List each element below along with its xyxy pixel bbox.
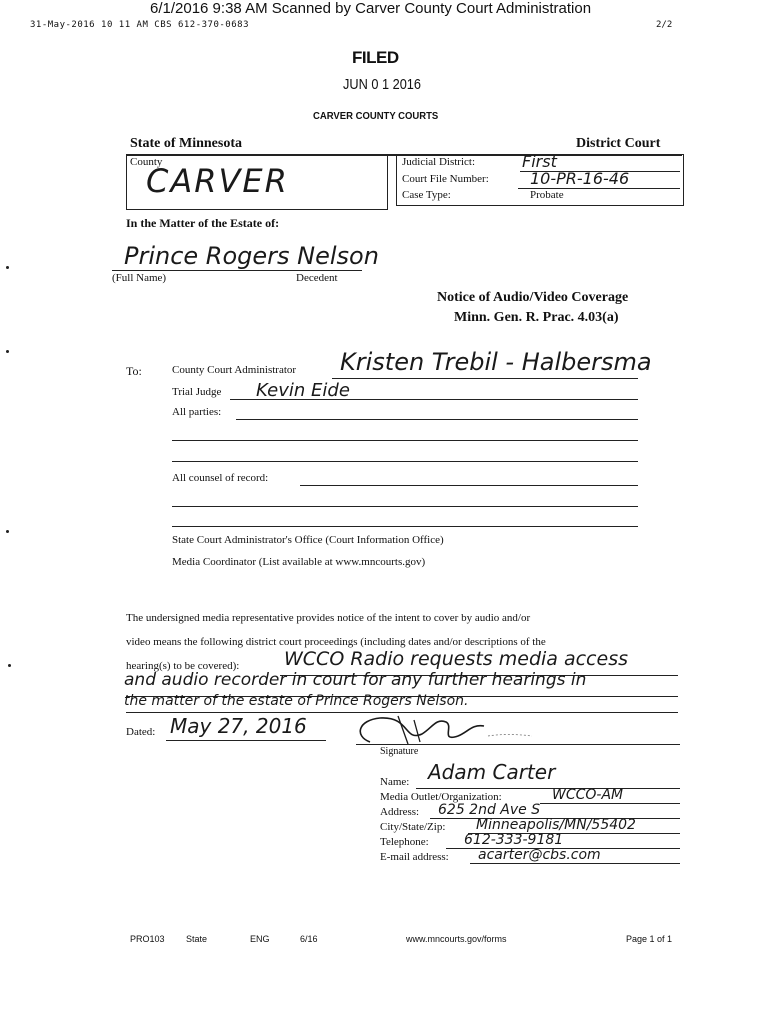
county-label: County (130, 156, 163, 168)
to-label: To: (126, 364, 142, 378)
name-value: Adam Carter (428, 760, 556, 784)
jd-value: First (522, 152, 557, 171)
footer-rev: 6/16 (300, 934, 318, 944)
fax-page: 2/2 (656, 20, 673, 30)
body-line-2: video means the following district court proceedings (including dates and/or descriptions of the (126, 636, 546, 648)
coverage-handwritten-3: the matter of the estate of Prince Rogers Nelson. (124, 693, 469, 709)
scan-header: 6/1/2016 9:38 AM Scanned by Carver County Court Administration (150, 0, 592, 17)
body-line-1: The undersigned media representative provides notice of the intent to cover by audio and/or (126, 612, 531, 624)
dated-label: Dated: (126, 726, 156, 738)
filed-date: JUN 0 1 2016 (343, 76, 421, 93)
case-value: Probate (530, 189, 564, 201)
body-line-3: hearing(s) to be covered): (126, 660, 240, 672)
coverage-handwritten-2: and audio recorder in court for any further hearings in (124, 670, 587, 690)
media-coordinator: Media Coordinator (List available at www.mncourts.gov) (172, 556, 426, 568)
fax-header: 31-May-2016 10 11 AM CBS 612-370-0683 (30, 20, 249, 30)
full-name-label: (Full Name) (112, 272, 167, 284)
filed-court: CARVER COUNTY COURTS (313, 111, 439, 122)
footer-url: www.mncourts.gov/forms (406, 934, 507, 944)
admin-value: Kristen Trebil - Halbersma (340, 348, 652, 376)
footer-lang: ENG (250, 934, 270, 944)
counsel-label: All counsel of record: (172, 472, 269, 484)
case-label: Case Type: (402, 189, 451, 201)
city-label: City/State/Zip: (380, 821, 446, 833)
dated-value: May 27, 2016 (170, 714, 307, 738)
estate-label: In the Matter of the Estate of: (126, 216, 280, 230)
judge-label: Trial Judge (172, 386, 222, 398)
telephone-label: Telephone: (380, 836, 429, 848)
form-rule: Minn. Gen. R. Prac. 4.03(a) (454, 310, 619, 325)
org-value: WCCO-AM (552, 787, 624, 803)
address-label: Address: (380, 806, 420, 818)
city-value: Minneapolis/MN/55402 (476, 817, 636, 833)
signature-mark (350, 712, 540, 748)
form-title: Notice of Audio/Video Coverage (437, 290, 629, 305)
email-label: E-mail address: (380, 851, 449, 863)
address-value: 625 2nd Ave S (438, 802, 541, 818)
telephone-value: 612-333-9181 (464, 832, 564, 848)
county-value: CARVER (146, 162, 289, 200)
file-label: Court File Number: (402, 173, 489, 185)
file-value: 10-PR-16-46 (530, 169, 630, 188)
parties-label: All parties: (172, 406, 222, 418)
admin-label: County Court Administrator (172, 364, 297, 376)
jd-label: Judicial District: (402, 156, 476, 168)
footer-state: State (186, 934, 208, 944)
judge-value: Kevin Eide (256, 380, 350, 401)
decedent-label: Decedent (296, 272, 338, 284)
email-value: acarter@cbs.com (478, 847, 601, 863)
signature-label: Signature (380, 746, 419, 757)
court-type: District Court (576, 136, 661, 151)
name-label: Name: (380, 776, 410, 788)
decedent-name: Prince Rogers Nelson (124, 242, 379, 270)
state-office: State Court Administrator's Office (Court Information Office) (172, 534, 444, 546)
coverage-handwritten-1: WCCO Radio requests media access (284, 648, 628, 670)
footer-form: PRO103 (130, 934, 165, 944)
state-title: State of Minnesota (130, 136, 242, 151)
org-label: Media Outlet/Organization: (380, 791, 502, 803)
footer-page: Page 1 of 1 (626, 934, 673, 944)
filed-stamp: FILED (352, 48, 399, 67)
